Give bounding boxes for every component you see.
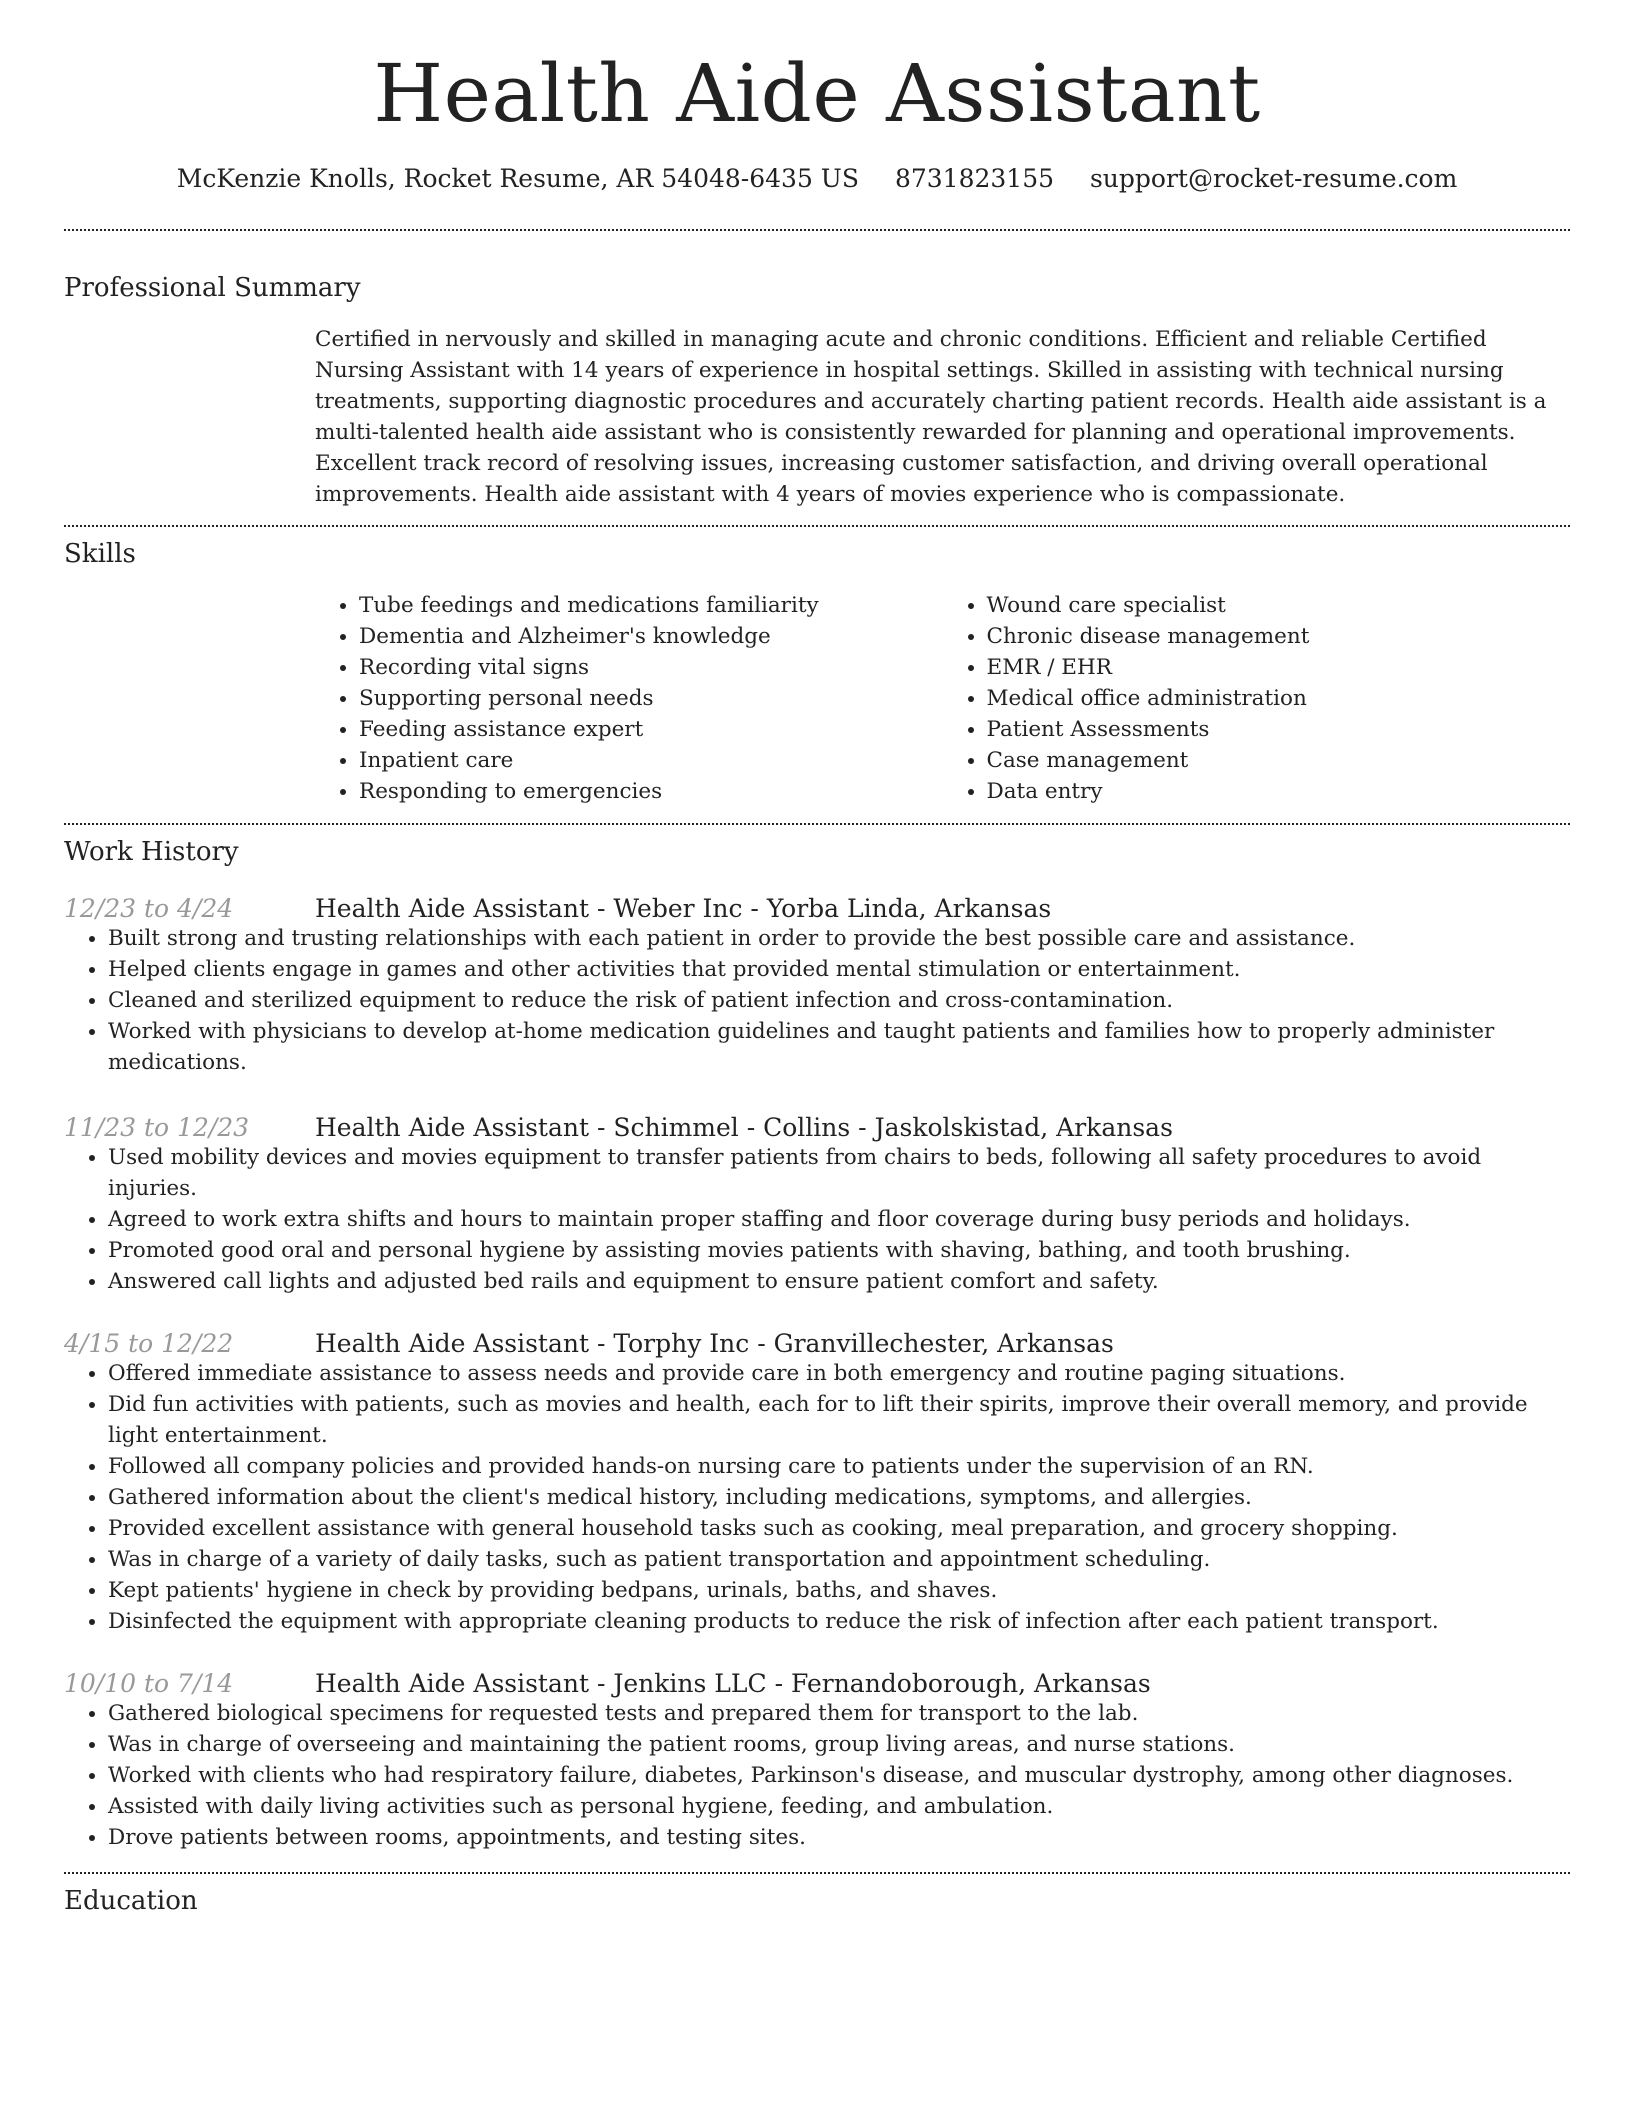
skills-column-right (943, 590, 1571, 807)
job-entry (64, 1329, 1570, 1637)
skills-heading: Skills (64, 539, 136, 569)
skill-item: • Supporting personal needs (359, 683, 943, 714)
job-bullet: • Gathered biological specimens for requested tests and prepared them for transport to the lab. (108, 1698, 1570, 1729)
job-bullet: • Helped clients engage in games and other activities that provided mental stimulation or entertainment. (108, 954, 1570, 985)
divider (64, 525, 1570, 527)
job-bullet: • Kept patients' hygiene in check by providing bedpans, urinals, baths, and shaves. (108, 1575, 1570, 1606)
job-bullet: • Cleaned and sterilized equipment to reduce the risk of patient infection and cross-contamination. (108, 985, 1570, 1016)
job-bullet: • Disinfected the equipment with appropriate cleaning products to reduce the risk of infection after each patient transport. (108, 1606, 1570, 1637)
divider (64, 229, 1570, 231)
job-bullet: • Followed all company policies and provided hands-on nursing care to patients under the supervision of an RN. (108, 1451, 1570, 1482)
job-bullet: • Gathered information about the client's medical history, including medications, symptoms, and allergies. (108, 1482, 1570, 1513)
job-bullet: • Agreed to work extra shifts and hours to maintain proper staffing and floor coverage during busy periods and holidays. (108, 1204, 1570, 1235)
contact-phone: 8731823155 (894, 164, 1055, 193)
skill-item: • EMR / EHR (987, 652, 1571, 683)
job-entry (64, 894, 1570, 1078)
job-title: Health Aide Assistant - Weber Inc - Yorba Linda, Arkansas (315, 894, 1052, 923)
skills-column-left (315, 590, 943, 807)
job-bullet: • Built strong and trusting relationships with each patient in order to provide the best possible care and assistance. (108, 923, 1570, 954)
job-bullet: • Promoted good oral and personal hygiene by assisting movies patients with shaving, bathing, and tooth brushing. (108, 1235, 1570, 1266)
job-title: Health Aide Assistant - Schimmel - Collins - Jaskolskistad, Arkansas (315, 1113, 1173, 1142)
skill-item: • Recording vital signs (359, 652, 943, 683)
contact-email: support@rocket-resume.com (1089, 164, 1458, 193)
skill-item: • Inpatient care (359, 745, 943, 776)
contact-line (64, 164, 1570, 193)
divider (64, 1872, 1570, 1874)
skill-item: • Feeding assistance expert (359, 714, 943, 745)
job-bullet: • Answered call lights and adjusted bed rails and equipment to ensure patient comfort and safety. (108, 1266, 1570, 1297)
resume-page (64, 0, 1570, 1916)
skill-item: • Dementia and Alzheimer's knowledge (359, 621, 943, 652)
job-bullets (64, 1358, 1570, 1637)
job-bullets (64, 1698, 1570, 1853)
job-dates: 12/23 to 4/24 (64, 894, 234, 923)
job-bullet: • Was in charge of a variety of daily tasks, such as patient transportation and appointment scheduling. (108, 1544, 1570, 1575)
job-dates: 4/15 to 12/22 (64, 1329, 234, 1358)
job-bullets (64, 923, 1570, 1078)
skills-list (315, 590, 1570, 807)
job-entry (64, 1669, 1570, 1853)
job-bullet: • Worked with clients who had respiratory failure, diabetes, Parkinson's disease, and muscular dystrophy, among other diagnoses. (108, 1760, 1570, 1791)
job-bullets (64, 1142, 1570, 1297)
job-bullet: • Worked with physicians to develop at-home medication guidelines and taught patients and families how to properly administer medications. (108, 1016, 1570, 1078)
skill-item: • Responding to emergencies (359, 776, 943, 807)
skill-item: • Wound care specialist (987, 590, 1571, 621)
contact-address: McKenzie Knolls, Rocket Resume, AR 54048-6435 US (176, 164, 859, 193)
summary-heading: Professional Summary (64, 273, 361, 303)
job-bullet: • Assisted with daily living activities such as personal hygiene, feeding, and ambulation. (108, 1791, 1570, 1822)
work-heading: Work History (64, 837, 239, 867)
summary-text: Certified in nervously and skilled in managing acute and chronic conditions. Efficient and reliable Certified Nursing Assistant with 14 years of experience in hospital settings. Skilled in assisting with technical nursing treatments, supporting diagnostic procedures and accurately charting patient records. Health aide assistant is a multi-talented health aide assistant who is consistently rewarded for planning and operational improvements. Excellent track record of resolving issues, increasing customer satisfaction, and driving overall operational improvements. Health aide assistant with 4 years of movies experience who is compassionate. (315, 327, 1547, 507)
job-bullet: • Did fun activities with patients, such as movies and health, each for to lift their spirits, improve their overall memory, and provide light entertainment. (108, 1389, 1570, 1451)
job-bullet: • Provided excellent assistance with general household tasks such as cooking, meal preparation, and grocery shopping. (108, 1513, 1570, 1544)
job-dates: 11/23 to 12/23 (64, 1113, 250, 1142)
skill-item: • Chronic disease management (987, 621, 1571, 652)
job-bullet: • Offered immediate assistance to assess needs and provide care in both emergency and routine paging situations. (108, 1358, 1570, 1389)
skill-item: • Medical office administration (987, 683, 1571, 714)
job-dates: 10/10 to 7/14 (64, 1669, 234, 1698)
divider (64, 823, 1570, 825)
skill-item: • Data entry (987, 776, 1571, 807)
skill-item: • Case management (987, 745, 1571, 776)
job-title: Health Aide Assistant - Jenkins LLC - Fernandoborough, Arkansas (315, 1669, 1151, 1698)
skill-item: • Tube feedings and medications familiarity (359, 590, 943, 621)
skill-item: • Patient Assessments (987, 714, 1571, 745)
job-bullet: • Drove patients between rooms, appointments, and testing sites. (108, 1822, 1570, 1853)
resume-title: Health Aide Assistant (373, 47, 1261, 140)
job-title: Health Aide Assistant - Torphy Inc - Granvillechester, Arkansas (315, 1329, 1114, 1358)
job-bullet: • Was in charge of overseeing and maintaining the patient rooms, group living areas, and nurse stations. (108, 1729, 1570, 1760)
job-bullet: • Used mobility devices and movies equipment to transfer patients from chairs to beds, following all safety procedures to avoid injuries. (108, 1142, 1570, 1204)
job-entry (64, 1113, 1570, 1297)
education-heading: Education (64, 1886, 198, 1916)
